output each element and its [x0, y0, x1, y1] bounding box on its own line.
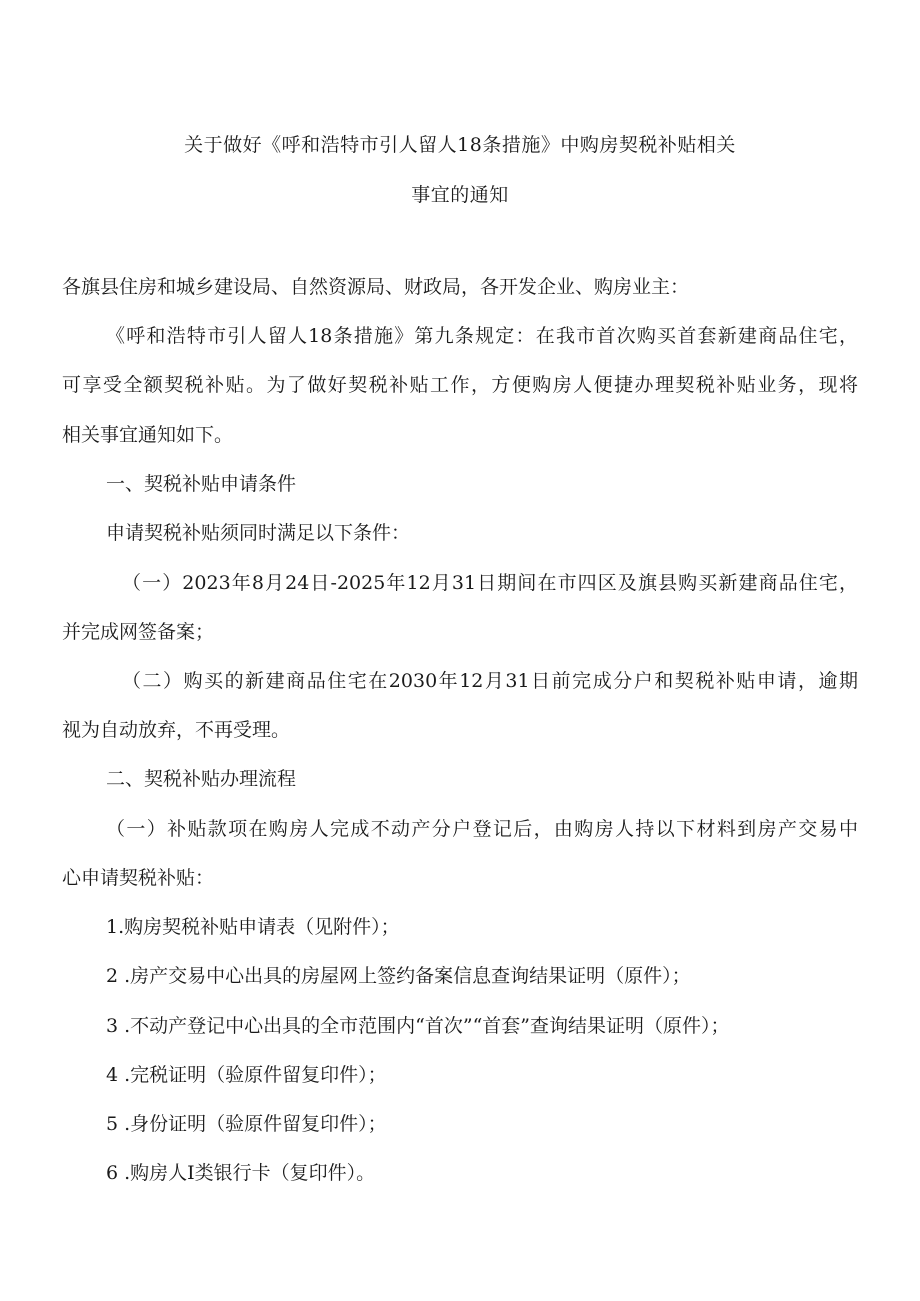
list-item: 3 .不动产登记中心出具的全市范围内“首次”“首套”查询结果证明（原件）；: [106, 1015, 730, 1037]
intro-line-3: 相关事宜通知如下。: [62, 424, 234, 446]
condition-1-line-1: （一）2023年8月24日-2025年12月31日期间在市四区及旗县购买新建商品住宅，: [122, 572, 858, 594]
section-1-heading: 一、契税补贴申请条件: [106, 473, 297, 495]
condition-2-line-1: （二）购买的新建商品住宅在2030年12月31日前完成分户和契税补贴申请，逾期: [122, 670, 858, 692]
document-title-line-2: 事宜的通知: [411, 184, 509, 206]
procedure-1-line-2: 心申请契税补贴：: [62, 867, 215, 889]
intro-line-2: 可享受全额契税补贴。为了做好契税补贴工作，方便购房人便捷办理契税补贴业务，现将: [62, 374, 858, 396]
section-1-lead: 申请契税补贴须同时满足以下条件：: [106, 522, 411, 544]
salutation: 各旗县住房和城乡建设局、自然资源局、财政局，各开发企业、购房业主：: [62, 276, 690, 298]
section-2-heading: 二、契税补贴办理流程: [106, 768, 297, 790]
procedure-1-line-1: （一）补贴款项在购房人完成不动产分户登记后，由购房人持以下材料到房产交易中: [106, 818, 858, 840]
list-item: 6 .购房人I类银行卡（复印件）。: [106, 1162, 376, 1184]
document-title-line-1: 关于做好《呼和浩特市引人留人18条措施》中购房契税补贴相关: [184, 134, 736, 156]
condition-2-line-2: 视为自动放弃，不再受理。: [62, 719, 291, 741]
list-item: 1.购房契税补贴申请表（见附件）；: [106, 916, 400, 938]
list-item: 5 .身份证明（验原件留复印件）；: [106, 1113, 387, 1135]
list-item: 2 .房产交易中心出具的房屋网上签约备案信息查询结果证明（原件）；: [106, 965, 691, 987]
list-item: 4 .完税证明（验原件留复印件）；: [106, 1064, 387, 1086]
intro-line-1: 《呼和浩特市引人留人18条措施》第九条规定：在我市首次购买首套新建商品住宅，: [106, 325, 858, 347]
condition-1-line-2: 并完成网签备案；: [62, 621, 215, 643]
